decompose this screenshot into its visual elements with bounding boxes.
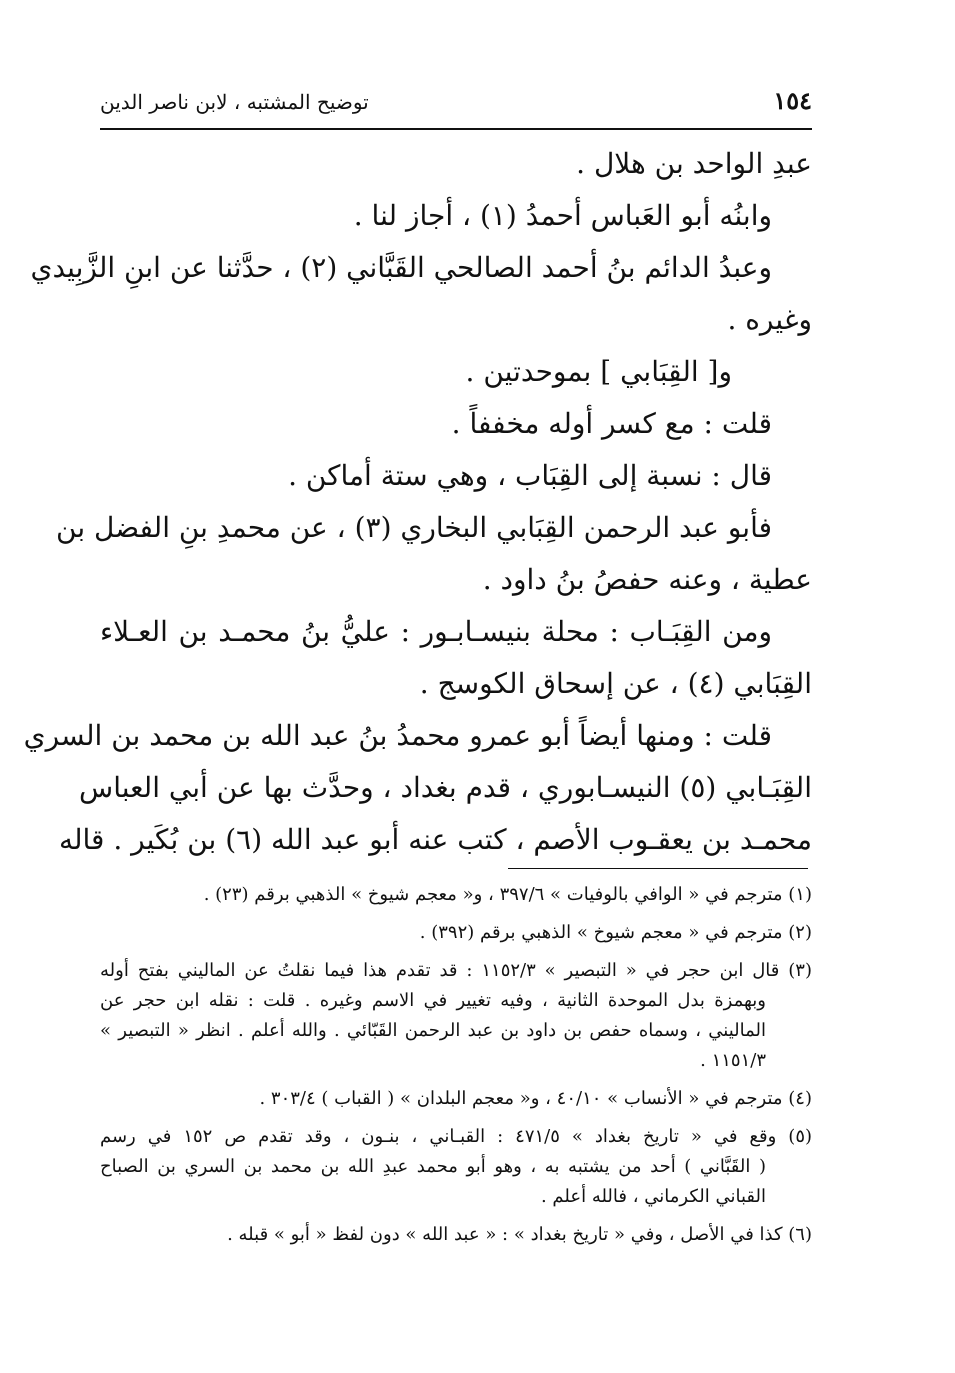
footnote-line: ١١٥١/٣ . <box>700 1050 766 1071</box>
book-title: توضيح المشتبه ، لابن ناصر الدين <box>100 90 369 114</box>
text-line: عبدِ الواحد بن هلال . <box>576 147 812 180</box>
footnote-line: الماليني ، وسماه حفص بن داود بن عبد الرحمن القَبّائي . والله أعلم . انظر « التبصير » <box>100 1020 766 1041</box>
text-line: القِبَـابي (٥) النيسـابوري ، قدم بغداد ، وحدَّث بها عن أبي العباس <box>79 771 812 804</box>
footnote-line: (١) مترجم في « الوافي بالوفيات » ٣٩٧/٦ ، و« معجم شيوخ » الذهبي برقم (٢٣) . <box>203 884 812 905</box>
footnote-1 <box>100 880 812 910</box>
footnote-line: (٣) قال ابن حجر في « التبصير » ١١٥٢/٣ : قد تقدم هذا فيما نقلتُ عن الماليني بفتح أوله <box>100 960 812 981</box>
footnote-line: (٢) مترجم في « معجم شيوخ » الذهبي برقم (٣٩٢) . <box>419 922 812 943</box>
page-number: ١٥٤ <box>773 86 812 115</box>
footnote-line: القباني الكرماني ، فالله أعلم . <box>540 1186 766 1207</box>
footnote-6 <box>100 1220 812 1250</box>
footnote-separator <box>508 868 808 869</box>
text-line: و[ القِبَابي ] بموحدتين . <box>465 355 732 388</box>
header-rule <box>100 128 812 130</box>
text-line: عطية ، وعنه حفصُ بنُ داود . <box>482 563 812 596</box>
text-line: وغيره . <box>727 303 812 336</box>
footnote-line: وبهمزة بدل الموحدة الثانية ، وفيه تغيير في الاسم وغيره . قلت : نقله ابن حجر عن <box>100 990 766 1011</box>
footnote-line: (٥) وقع في « تاريخ بغداد » ٤٧١/٥ : القبـاني ، بنـون ، وقد تقدم ص ١٥٢ في رسم <box>100 1126 813 1147</box>
text-line: وابنُه أبو العَباس أحمدُ (١) ، أجاز لنا . <box>353 199 772 232</box>
main-text <box>23 138 812 866</box>
running-head <box>100 86 812 126</box>
footnote-2 <box>100 918 812 948</box>
text-line: قلت : ومنها أيضاً أبو عمرو محمدُ بنُ عبد الله بن محمد بن السري <box>23 719 772 752</box>
text-line: القِبَابي (٤) ، عن إسحاق الكوسج . <box>419 667 812 700</box>
footnote-line: (٦) كذا في الأصل ، وفي « تاريخ بغداد » : « عبد الله » دون لفظ « أبو » قبله . <box>227 1224 812 1245</box>
footnote-line: (٤) مترجم في « الأنساب » ٤٠/١٠ ، و« معجم البلدان » ( القباب ) ٣٠٣/٤ . <box>259 1088 812 1109</box>
footnote-line: ( القَبَّاني ) أحد من يشتبه به ، وهو أبو محمد عبدِ الله بن محمد بن السري بن الصباح <box>100 1156 766 1177</box>
text-line: وعبدُ الدائم بنُ أحمد الصالحي القَبَّاني (٢) ، حدَّثنا عن ابنِ الزَّبِيدي <box>30 251 772 284</box>
footnote-5 <box>100 1122 812 1212</box>
footnote-4 <box>100 1084 812 1114</box>
text-line: قال : نسبة إلى القِبَاب ، وهي ستة أماكن . <box>288 459 772 492</box>
text-line: ومن القِبَـاب : محلة بنيسـابـور : عليُّ بنُ محمـد بن العـلاء <box>100 615 772 648</box>
text-line: فأبو عبد الرحمن القِبَابي البخاري (٣) ، عن محمدِ بنِ الفضل بن <box>56 511 772 544</box>
text-line: محمـد بن يعقـوب الأصم ، كتب عنه أبو عبد الله (٦) بن بُكَير . قاله <box>58 823 812 856</box>
text-line: قلت : مع كسر أوله مخففاً . <box>451 407 772 440</box>
footnote-3 <box>100 956 812 1076</box>
footnotes <box>100 880 812 1250</box>
